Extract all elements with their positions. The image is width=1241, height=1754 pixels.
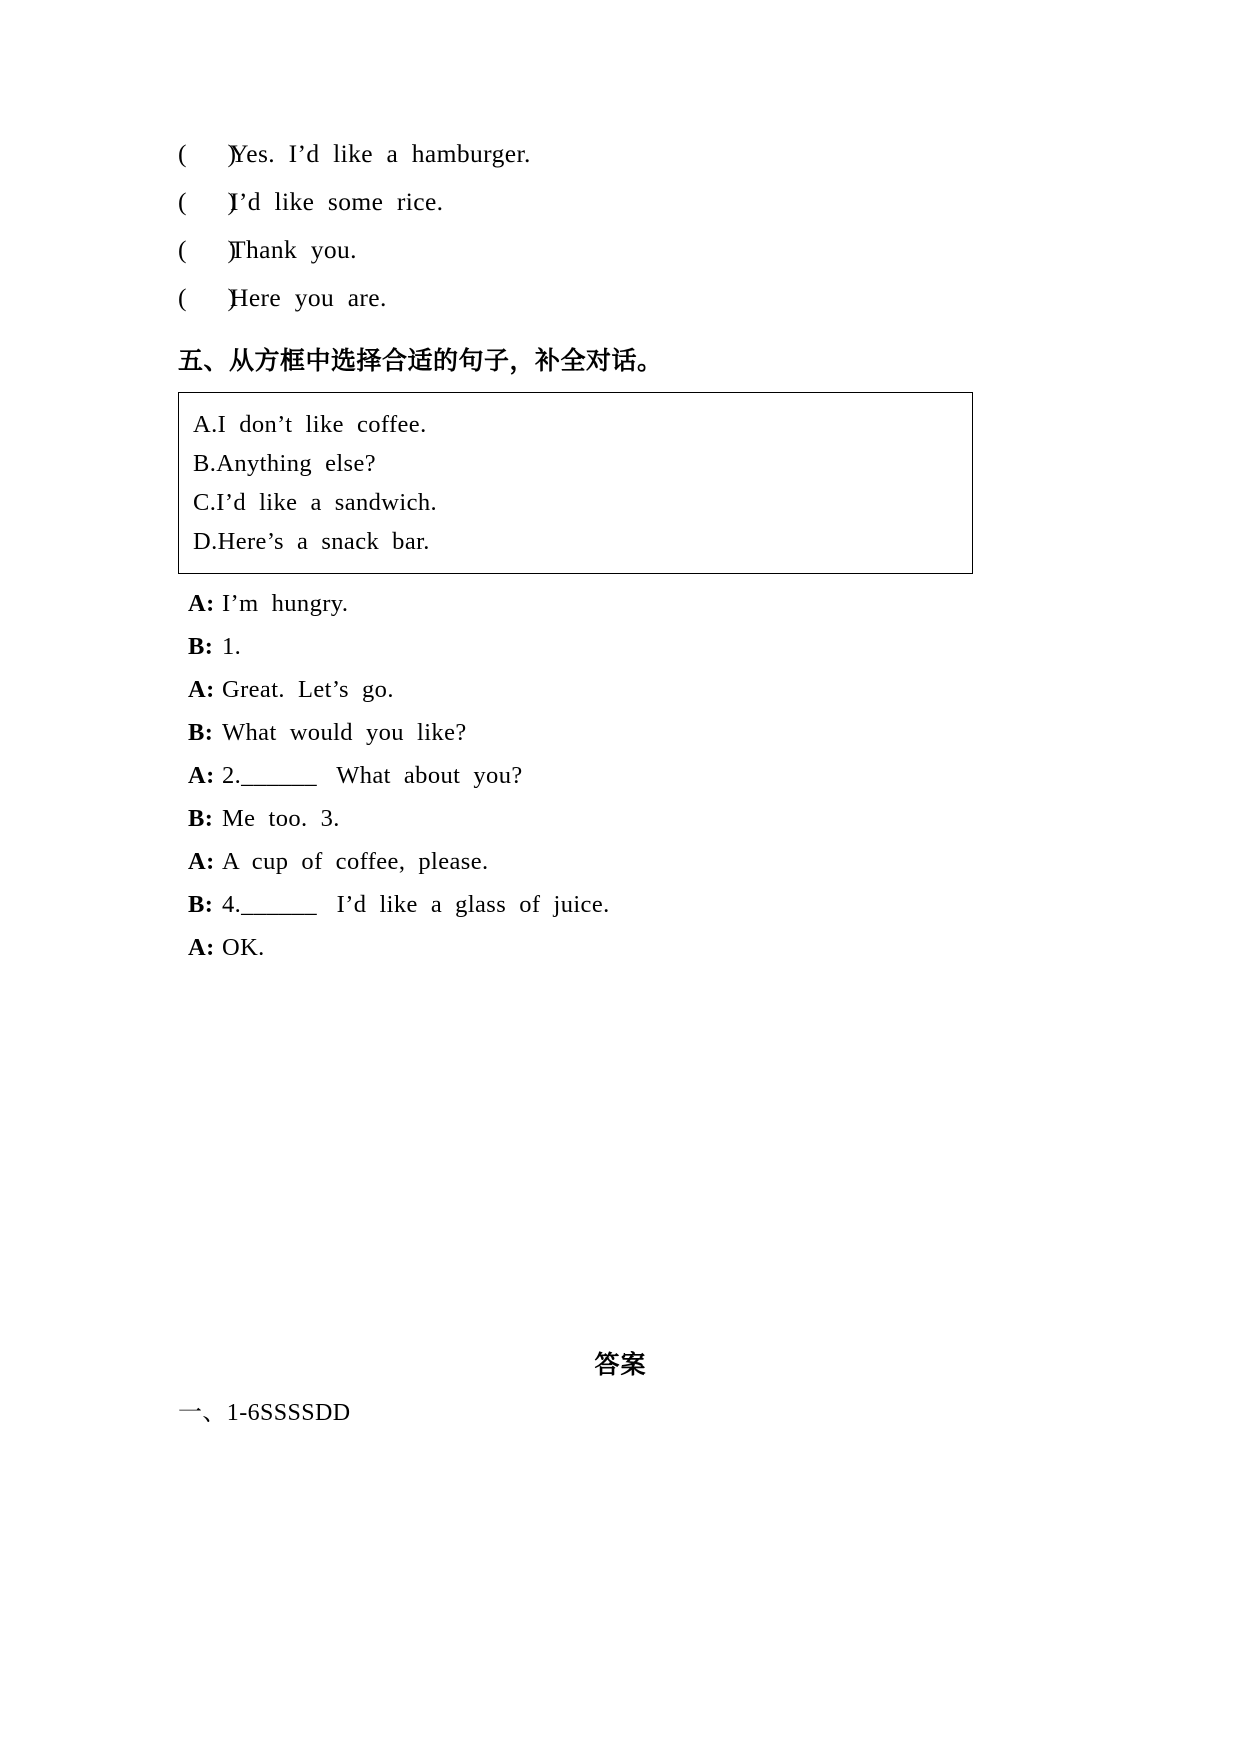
speaker-label: A: [188,848,215,875]
dialog-exercise [178,582,1071,969]
speaker-label: B: [188,891,214,918]
dialog-text: 2.______ What about you? [222,762,523,789]
answer-parenthesis[interactable]: ( ) [178,139,237,168]
answer-parenthesis[interactable]: ( ) [178,235,237,264]
ordering-item [178,226,1071,274]
answer-line: 一、1-6SSSSDD [178,1400,351,1426]
ordering-exercise [178,130,1071,322]
speaker-label: A: [188,676,215,703]
dialog-text: I’m hungry. [222,590,349,617]
dialog-line [178,711,1071,754]
option-item: A.I don’t like coffee. [193,411,427,438]
ordering-item-text: Yes. I’d like a hamburger. [230,139,531,168]
dialog-text: Great. Let’s go. [222,676,394,703]
speaker-label: A: [188,934,215,961]
dialog-text: What would you like? [222,719,467,746]
dialog-line [178,926,1071,969]
ordering-item-text: I’d like some rice. [230,187,444,216]
dialog-text: Me too. 3. [222,805,340,832]
option-box [178,392,973,574]
dialog-text: A cup of coffee, please. [222,848,489,875]
answers-heading: 答案 [594,1350,647,1379]
speaker-label: A: [188,762,215,789]
dialog-line [178,840,1071,883]
dialog-text: 1. [222,633,242,660]
dialog-line [178,668,1071,711]
ordering-item-text: Here you are. [230,283,387,312]
ordering-item [178,178,1071,226]
dialog-text: 4.______ I’d like a glass of juice. [222,891,610,918]
section-five-heading: 五、从方框中选择合适的句子，补全对话。 [178,346,663,375]
dialog-line [178,797,1071,840]
dialog-line [178,625,1071,668]
answer-parenthesis[interactable]: ( ) [178,283,237,312]
ordering-item [178,274,1071,322]
answer-parenthesis[interactable]: ( ) [178,187,237,216]
dialog-text: OK. [222,934,265,961]
ordering-item [178,130,1071,178]
dialog-line [178,582,1071,625]
option-item: D.Here’s a snack bar. [193,528,430,555]
speaker-label: B: [188,805,214,832]
speaker-label: B: [188,719,214,746]
option-item: C.I’d like a sandwich. [193,489,438,516]
speaker-label: B: [188,633,214,660]
option-item: B.Anything else? [193,450,377,477]
ordering-item-text: Thank you. [230,235,357,264]
dialog-line [178,754,1071,797]
dialog-line [178,883,1071,926]
speaker-label: A: [188,590,215,617]
